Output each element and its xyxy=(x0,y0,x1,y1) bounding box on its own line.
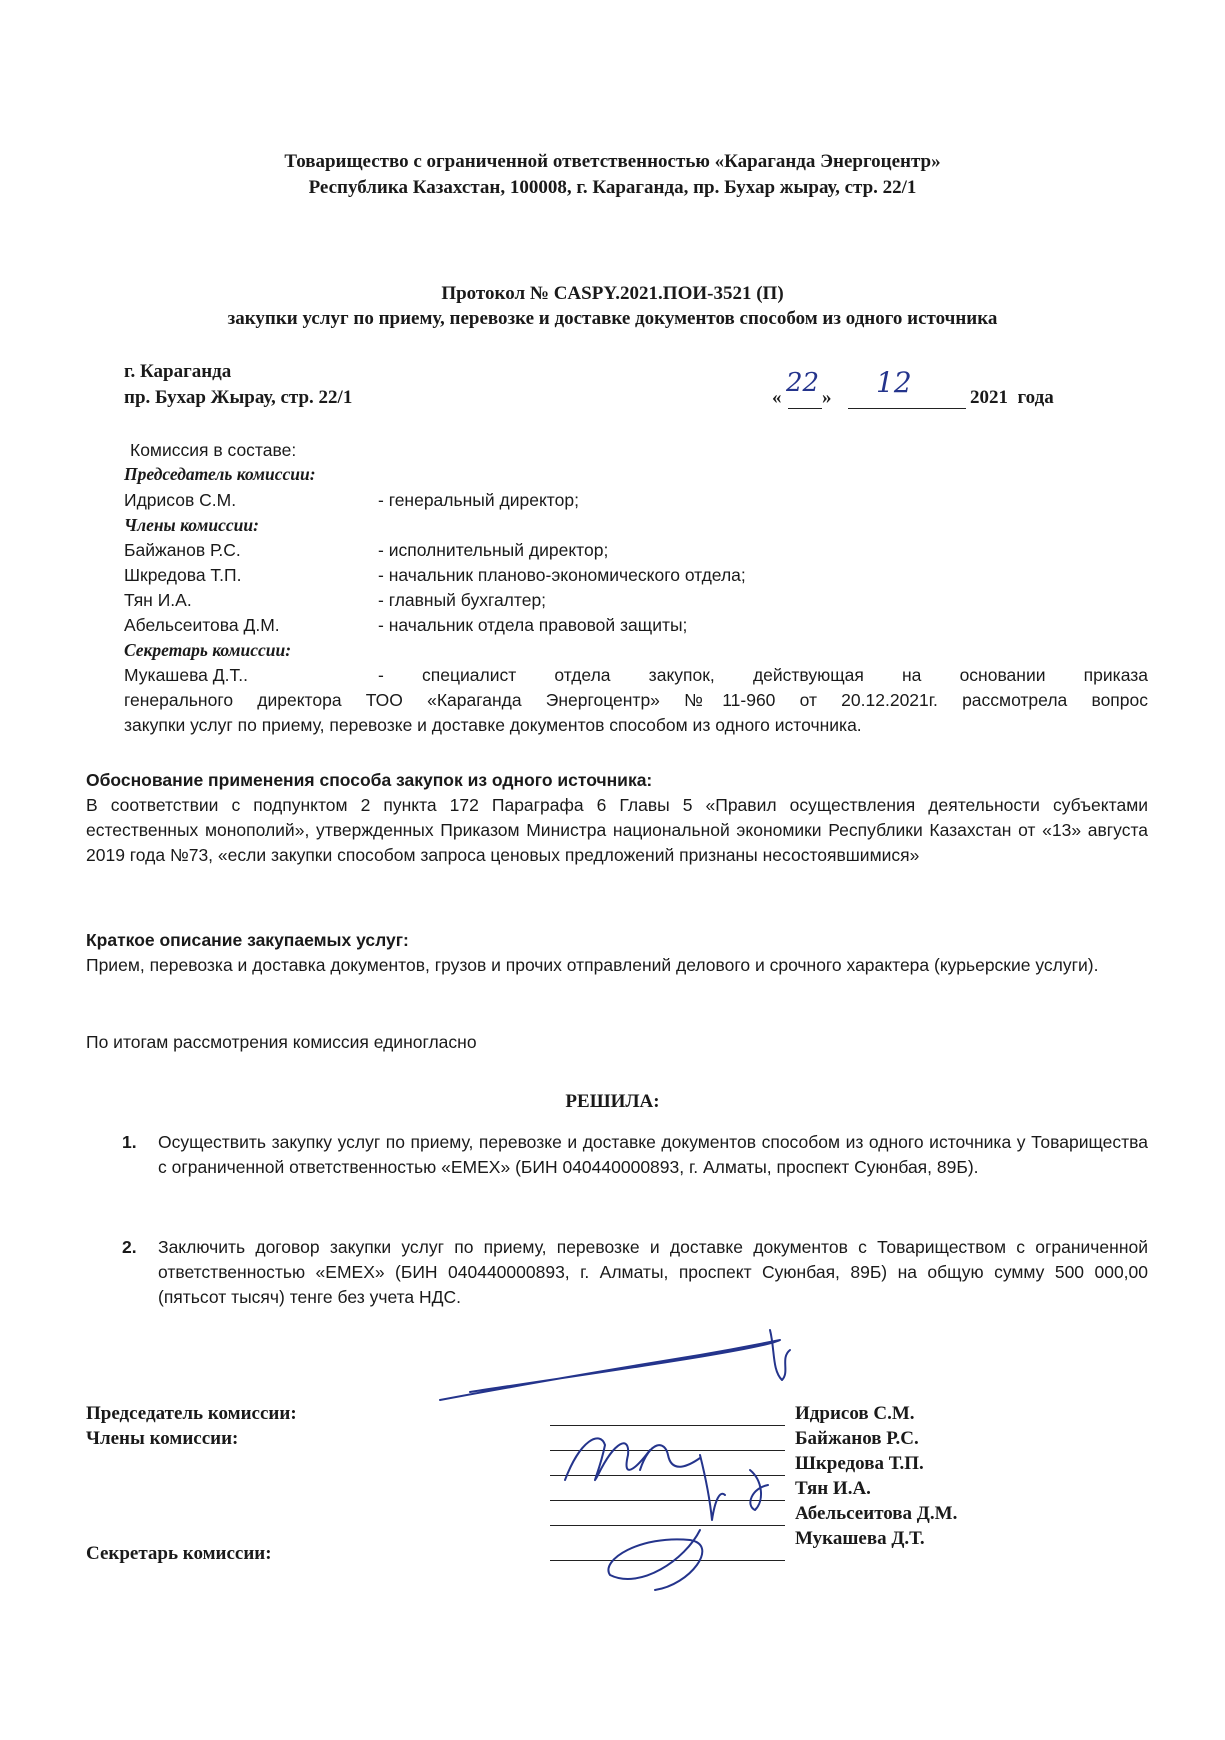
signatory-name: Мукашева Д.Т. xyxy=(795,1528,925,1549)
date-open-quote: « xyxy=(772,387,782,408)
signature-label-secretary: Секретарь комиссии: xyxy=(86,1543,272,1564)
signatory-name: Байжанов Р.С. xyxy=(795,1428,919,1449)
member-name: Шкредова Т.П. xyxy=(124,565,242,585)
decision-heading: РЕШИЛА: xyxy=(565,1091,660,1112)
member-role: - главный бухгалтер; xyxy=(378,590,547,610)
description-text: Прием, перевозка и доставка документов, грузов и прочих отправлений делового и срочного характера (курьерские услуги). xyxy=(86,955,1099,975)
description-heading: Краткое описание закупаемых услуг: xyxy=(86,930,409,950)
signatory-name: Шкредова Т.П. xyxy=(795,1453,924,1474)
place-city: г. Караганда xyxy=(124,361,232,382)
protocol-title: Протокол № CASPY.2021.ПОИ-3521 (П) xyxy=(441,283,784,304)
decision-item-text: Заключить договор закупки услуг по приему, перевозке и доставке документов с Товариществом с ограниченной ответственностью «ЕМЕХ» (БИН 040440000893, г. Алматы, проспект Суюнбая, 89Б) на общую сумму 500 000,00 (пятьсот тысяч) тенге без учета НДС. xyxy=(158,1237,1148,1307)
date-year: 2021 года xyxy=(970,387,1054,408)
commission-intro: Комиссия в составе: xyxy=(130,440,297,460)
member-name: Абельсеитова Д.М. xyxy=(124,615,280,635)
organization-name: Товарищество с ограниченной ответственностью «Караганда Энергоцентр» xyxy=(284,151,941,172)
members-heading: Члены комиссии: xyxy=(124,515,259,535)
result-intro: По итогам рассмотрения комиссия единогласно xyxy=(86,1032,477,1052)
chair-heading: Председатель комиссии: xyxy=(124,464,316,484)
protocol-subtitle: закупки услуг по приему, перевозке и доставке документов способом из одного источника xyxy=(227,308,998,329)
signature-label-members: Члены комиссии: xyxy=(86,1428,239,1449)
chair-signature xyxy=(440,1330,790,1400)
decision-item-number: 2. xyxy=(122,1237,137,1257)
decision-item-number: 1. xyxy=(122,1132,137,1152)
signature-label-chair: Председатель комиссии: xyxy=(86,1403,297,1424)
date-close-quote: » xyxy=(822,387,832,408)
secretary-description-line: закупки услуг по приему, перевозке и доставке документов способом из одного источника. xyxy=(124,715,862,735)
secretary-description-line: генерального директора ТОО «Караганда Энергоцентр» №11-960 от 20.12.2021г. рассмотрела вопрос xyxy=(124,690,1148,710)
decision-item-text: Осуществить закупку услуг по приему, перевозке и доставке документов способом из одного источника у Товарищества с ограниченной ответственностью «ЕМЕХ» (БИН 040440000893, г. Алматы, проспект Суюнбая, 89Б). xyxy=(158,1132,1148,1177)
place-street: пр. Бухар Жырау, стр. 22/1 xyxy=(124,387,353,408)
member-role: - исполнительный директор; xyxy=(378,540,609,560)
signatory-name: Идрисов С.М. xyxy=(795,1403,915,1424)
member-role: - начальник отдела правовой защиты; xyxy=(378,615,688,635)
date-month: 12 xyxy=(876,366,912,399)
chair-name: Идрисов С.М. xyxy=(124,490,237,510)
secretary-name: Мукашева Д.Т.. xyxy=(124,665,248,685)
member-name: Тян И.А. xyxy=(124,590,192,610)
date-day: 22 xyxy=(786,368,820,398)
secretary-heading: Секретарь комиссии: xyxy=(124,640,292,660)
member-role: - начальник планово-экономического отдела; xyxy=(378,565,746,585)
signatory-name: Абельсеитова Д.М. xyxy=(795,1503,958,1524)
secretary-role: - специалист отдела закупок, действующая на основании приказа xyxy=(378,665,1148,685)
chair-role: - генеральный директор; xyxy=(378,490,579,510)
member-name: Байжанов Р.С. xyxy=(124,540,241,560)
justification-text: В соответствии с подпунктом 2 пункта 172 Параграфа 6 Главы 5 «Правил осуществления деятельности субъектами естественных монополий», утвержденных Приказом Министра национальной экономики Республики Казахстан от «13» августа 2019 года №73, «если закупки способом запроса ценовых предложений признаны несостоявшимися» xyxy=(86,795,1148,865)
members-signatures xyxy=(565,1438,768,1590)
signatory-name: Тян И.А. xyxy=(795,1478,871,1499)
justification-heading: Обоснование применения способа закупок из одного источника: xyxy=(86,770,653,790)
organization-address: Республика Казахстан, 100008, г. Караганда, пр. Бухар жырау, стр. 22/1 xyxy=(308,177,917,198)
